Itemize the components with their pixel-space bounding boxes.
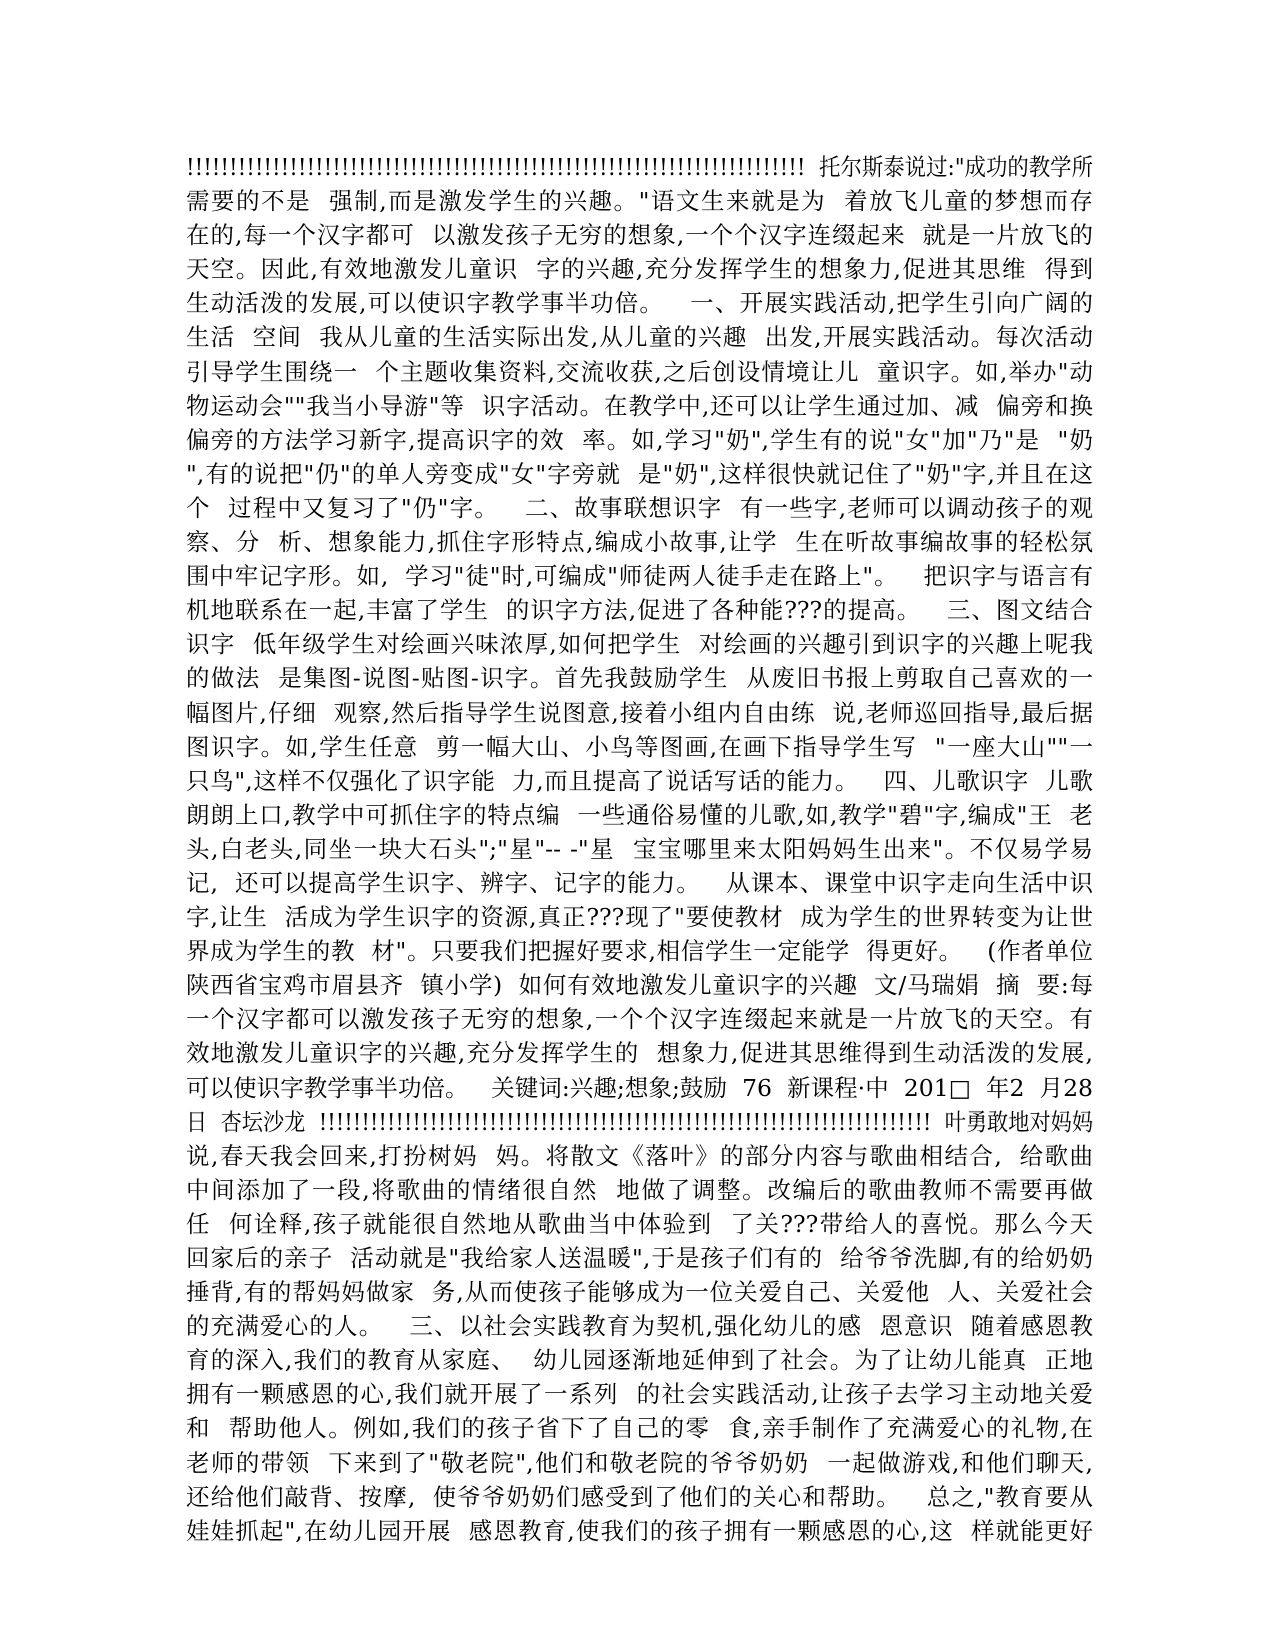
- article-text: [186, 150, 1093, 1548]
- text-line-17: 幅图片,仔细 观察,然后指导学生说图意,接着小组内自由练 说,老师巡回指导,最后据: [186, 698, 1093, 727]
- text-line-12: 察、分 析、想象能力,抓住字形特点,编成小故事,让学 生在听故事编故事的轻松氛: [186, 528, 1093, 557]
- text-line-15: 识字 低年级学生对绘画兴味浓厚,如何把学生 对绘画的兴趣引到识字的兴趣上呢我: [186, 630, 1093, 659]
- text-line-32: 任 何诠释,孩子就能很自然地从歌曲当中体验到 了关???带给人的喜悦。那么今天: [186, 1209, 1093, 1238]
- text-line-7: 引导学生围绕一 个主题收集资料,交流收获,之后创设情境让儿 童识字。如,举办"动: [186, 357, 1093, 386]
- text-line-4: 天空。因此,有效地激发儿童识 字的兴趣,充分发挥学生的想象力,促进其思维 得到: [186, 255, 1093, 284]
- text-line-3: 在的,每一个汉字都可 以激发孩子无穷的想象,一个个汉字连缀起来 就是一片放飞的: [186, 221, 1093, 250]
- text-line-11: 个 过程中又复习了"仍"字。 二、故事联想识字 有一些字,老师可以调动孩子的观: [186, 493, 1093, 522]
- text-line-8: 物运动会""我当小导游"等 识字活动。在教学中,还可以让学生通过加、减 偏旁和换: [186, 391, 1093, 420]
- text-line-14: 机地联系在一起,丰富了学生 的识字方法,促进了各种能???的提高。 三、图文结合: [186, 596, 1093, 625]
- text-line-18: 图识字。如,学生任意 剪一幅大山、小鸟等图画,在画下指导学生写 "一座大山""一: [186, 732, 1093, 761]
- text-line-31: 中间添加了一段,将歌曲的情绪很自然 地做了调整。改编后的歌曲教师不需要再做: [186, 1175, 1093, 1204]
- text-line-16: 的做法 是集图-说图-贴图-识字。首先我鼓励学生 从废旧书报上剪取自己喜欢的一: [186, 664, 1093, 693]
- text-line-33: 回家后的亲子 活动就是"我给家人送温暖",于是孩子们有的 给爷爷洗脚,有的给奶奶: [186, 1244, 1093, 1272]
- text-line-39: 老师的带领 下来到了"敬老院",他们和敬老院的爷爷奶奶 一起做游戏,和他们聊天,: [186, 1448, 1093, 1477]
- text-line-13: 围中牢记字形。如, 学习"徒"时,可编成"师徒两人徒手走在路上"。 把识字与语言有: [186, 562, 1093, 591]
- text-line-24: 界成为学生的教 材"。只要我们把握好要求,相信学生一定能学 得更好。 (作者单位: [186, 937, 1093, 966]
- text-line-40: 还给他们敲背、按摩, 使爷爷奶奶们感受到了他们的关心和帮助。 总之,"教育要从: [186, 1482, 1093, 1511]
- text-line-19: 只鸟",这样不仅强化了识字能 力,而且提高了说话写话的能力。 四、儿歌识字 儿歌: [186, 766, 1093, 795]
- text-line-21: 头,白老头,同坐一块大石头";"星"-- -"星 宝宝哪里来太阳妈妈生出来"。不仅易学易: [186, 834, 1093, 863]
- text-line-10: ",有的说把"仍"的单人旁变成"女"字旁就 是"奶",这样很快就记住了"奶"字,并且在这: [186, 459, 1093, 488]
- text-line-36: 育的深入,我们的教育从家庭、 幼儿园逐渐地延伸到了社会。为了让幼儿能真 正地: [186, 1346, 1093, 1375]
- text-line-30: 说,春天我会回来,打扮树妈 妈。将散文《落叶》的部分内容与歌曲相结合, 给歌曲: [186, 1141, 1093, 1170]
- text-line-34: 捶背,有的帮妈妈做家 务,从而使孩子能够成为一位关爱自己、关爱他 人、关爱社会: [186, 1278, 1093, 1307]
- text-line-5: 生动活泼的发展,可以使识字教学事半功倍。 一、开展实践活动,把学生引向广阔的: [186, 289, 1093, 318]
- text-line-1: !!!!!!!!!!!!!!!!!!!!!!!!!!!!!!!!!!!!!!!!!!!!!!!!!!!!!!!!!!!!!!!!!!!!!!!! 托尔斯泰说过:"成功的教学所: [186, 153, 1094, 181]
- text-line-37: 拥有一颗感恩的心,我们就开展了一系列 的社会实践活动,让孩子去学习主动地关爱: [186, 1380, 1093, 1409]
- text-line-25: 陕西省宝鸡市眉县齐 镇小学) 如何有效地激发儿童识字的兴趣 文/马瑞娟 摘 要:每: [186, 971, 1093, 1000]
- text-line-6: 生活 空间 我从儿童的生活实际出发,从儿童的兴趣 出发,开展实践活动。每次活动: [186, 323, 1093, 352]
- text-line-9: 偏旁的方法学习新字,提高识字的效 率。如,学习"奶",学生有的说"女"加"乃"是 "奶: [186, 425, 1093, 454]
- text-line-22: 记, 还可以提高学生识字、辨字、记字的能力。 从课本、课堂中识字走向生活中识: [186, 868, 1093, 897]
- text-line-2: 需要的不是 强制,而是激发学生的兴趣。"语文生来就是为 着放飞儿童的梦想而存: [186, 187, 1093, 216]
- text-line-27: 效地激发儿童识字的兴趣,充分发挥学生的 想象力,促进其思维得到生动活泼的发展,: [186, 1039, 1093, 1068]
- text-line-35: 的充满爱心的人。 三、以社会实践教育为契机,强化幼儿的感 恩意识 随着感恩教: [186, 1312, 1093, 1341]
- text-line-23: 字,让生 活成为学生识字的资源,真正???现了"要使教材 成为学生的世界转变为让世: [186, 903, 1093, 932]
- text-line-26: 一个汉字都可以激发孩子无穷的想象,一个个汉字连缀起来就是一片放飞的天空。有: [186, 1005, 1093, 1034]
- text-line-41: 娃娃抓起",在幼儿园开展 感恩教育,使我们的孩子拥有一颗感恩的心,这 样就能更好: [186, 1516, 1093, 1545]
- text-line-28: 可以使识字教学事半功倍。 关键词:兴趣;想象;鼓励 76 新课程·中 201□ 年2 月28: [186, 1073, 1093, 1102]
- text-line-29: 日 杏坛沙龙 !!!!!!!!!!!!!!!!!!!!!!!!!!!!!!!!!!!!!!!!!!!!!!!!!!!!!!!!!!!!!!!!!!!!!!!! 叶勇敢地对妈妈: [186, 1107, 1093, 1136]
- text-line-38: 和 帮助他人。例如,我们的孩子省下了自己的零 食,亲手制作了充满爱心的礼物,在: [186, 1414, 1093, 1443]
- text-line-20: 朗朗上口,教学中可抓住字的特点编 一些通俗易懂的儿歌,如,教学"碧"字,编成"王 老: [186, 800, 1093, 829]
